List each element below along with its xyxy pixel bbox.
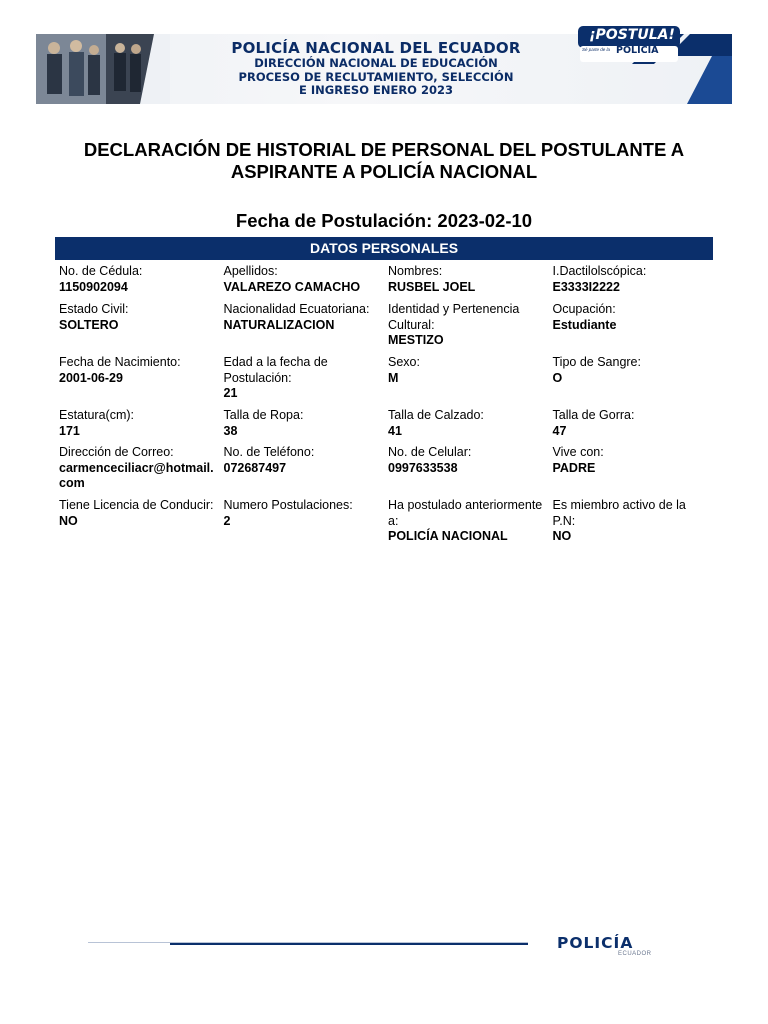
- field-sexo: [388, 355, 553, 408]
- field-telefono: [224, 445, 389, 498]
- field-label: No. de Teléfono:: [223, 445, 315, 459]
- field-label: Numero Postulaciones:: [223, 498, 353, 512]
- application-date-value: 2023-02-10: [437, 210, 533, 231]
- field-fecha-nacimiento: [59, 355, 224, 408]
- field-licencia: [59, 498, 224, 551]
- field-miembro-activo: [553, 498, 718, 551]
- field-vive-con: [553, 445, 718, 498]
- field-label: Identidad y Pertenencia Cultural:: [388, 302, 520, 332]
- application-date: [60, 210, 708, 232]
- data-row: [59, 302, 717, 355]
- footer-divider-accent: [170, 943, 528, 945]
- field-value: 171: [59, 423, 80, 438]
- field-label: Apellidos:: [223, 264, 278, 278]
- field-celular: [388, 445, 553, 498]
- field-value: RUSBEL JOEL: [388, 279, 476, 294]
- field-label: Ocupación:: [552, 302, 616, 316]
- document-title: DECLARACIÓN DE HISTORIAL DE PERSONAL DEL POSTULANTE A ASPIRANTE A POLICÍA NACIONAL: [83, 139, 685, 182]
- field-label: Talla de Ropa:: [223, 408, 304, 422]
- field-value: NO: [552, 529, 572, 543]
- banner-line-1: POLICÍA NACIONAL DEL ECUADOR: [231, 39, 521, 57]
- field-value: carmenceciliacr@hotmail.com: [59, 460, 214, 490]
- field-label: Sexo:: [388, 355, 420, 369]
- field-label: Ha postulado anteriormente a:: [388, 498, 543, 528]
- field-nacionalidad: [224, 302, 389, 355]
- field-value: 0997633538: [388, 460, 458, 475]
- field-ocupacion: [553, 302, 718, 355]
- field-value: 072687497: [223, 460, 287, 475]
- field-nombres: [388, 264, 553, 302]
- field-value: 2: [223, 513, 231, 528]
- field-value: VALAREZO CAMACHO: [223, 279, 361, 294]
- field-label: Edad a la fecha de Postulación:: [223, 355, 328, 385]
- data-row: [59, 355, 717, 408]
- field-label: Dirección de Correo:: [59, 445, 174, 459]
- field-value: Estudiante: [552, 317, 617, 332]
- field-value: MESTIZO: [388, 333, 444, 347]
- banner-line-4: E INGRESO ENERO 2023: [299, 83, 453, 97]
- field-value: M: [388, 370, 399, 385]
- field-identidad-cultural: [388, 302, 553, 355]
- field-edad: [224, 355, 389, 408]
- field-label: Talla de Calzado:: [388, 408, 484, 422]
- field-label: Talla de Gorra:: [552, 408, 635, 422]
- data-row: [59, 408, 717, 445]
- personal-data-grid: [59, 264, 717, 551]
- field-value: O: [552, 370, 563, 385]
- field-value: SOLTERO: [59, 317, 119, 332]
- field-value: 21: [223, 386, 238, 400]
- field-label: No. de Cédula:: [59, 264, 143, 278]
- field-estado-civil: [59, 302, 224, 355]
- officers-photo-icon: [36, 34, 170, 104]
- postula-badge-label: ¡POSTULA!: [589, 27, 675, 43]
- field-label: Nacionalidad Ecuatoriana:: [223, 302, 370, 316]
- field-label: Es miembro activo de la P.N:: [552, 498, 686, 528]
- field-apellidos: [224, 264, 389, 302]
- field-talla-gorra: [553, 408, 718, 445]
- field-label: Nombres:: [388, 264, 443, 278]
- postula-badge-sub: Sé parte de la: [582, 47, 611, 52]
- footer-policia-logo: POLICÍA: [557, 934, 634, 952]
- application-date-label: Fecha de Postulación:: [235, 210, 433, 231]
- footer-logo-subtitle: ECUADOR: [618, 951, 652, 957]
- field-value: 2001-06-29: [59, 370, 123, 385]
- field-label: Estatura(cm):: [59, 408, 135, 422]
- field-label: Tiene Licencia de Conducir:: [59, 498, 214, 512]
- banner-heading: [201, 40, 551, 98]
- field-label: Tipo de Sangre:: [552, 355, 641, 369]
- field-value: PADRE: [552, 460, 596, 475]
- field-cedula: [59, 264, 224, 302]
- data-row: [59, 445, 717, 498]
- field-value: POLICÍA NACIONAL: [388, 529, 508, 543]
- postula-badge-logo: POLICÍA: [616, 45, 659, 56]
- field-value: NO: [59, 513, 78, 528]
- field-talla-calzado: [388, 408, 553, 445]
- field-value: 38: [223, 423, 238, 438]
- field-correo: [59, 445, 224, 498]
- field-tipo-sangre: [553, 355, 718, 408]
- field-numero-postulaciones: [224, 498, 389, 551]
- data-row: [59, 498, 717, 551]
- field-dactiloscopica: [553, 264, 718, 302]
- field-value: NATURALIZACION: [223, 317, 335, 332]
- field-label: Estado Civil:: [59, 302, 129, 316]
- section-header-datos-personales: DATOS PERSONALES: [55, 237, 713, 260]
- field-value: E3333I2222: [552, 279, 620, 294]
- field-label: Vive con:: [552, 445, 604, 459]
- banner-line-2: DIRECCIÓN NACIONAL DE EDUCACIÓN: [254, 56, 498, 70]
- field-label: I.Dactilolscópica:: [552, 264, 647, 278]
- field-value: 1150902094: [59, 279, 128, 294]
- field-value: 41: [388, 423, 402, 438]
- field-postulado-anteriormente: [388, 498, 553, 551]
- field-label: Fecha de Nacimiento:: [59, 355, 181, 369]
- banner-line-3: PROCESO DE RECLUTAMIENTO, SELECCIÓN: [238, 69, 514, 84]
- field-label: No. de Celular:: [388, 445, 472, 459]
- field-value: 47: [552, 423, 567, 438]
- data-row: [59, 264, 717, 302]
- field-estatura: [59, 408, 224, 445]
- field-talla-ropa: [224, 408, 389, 445]
